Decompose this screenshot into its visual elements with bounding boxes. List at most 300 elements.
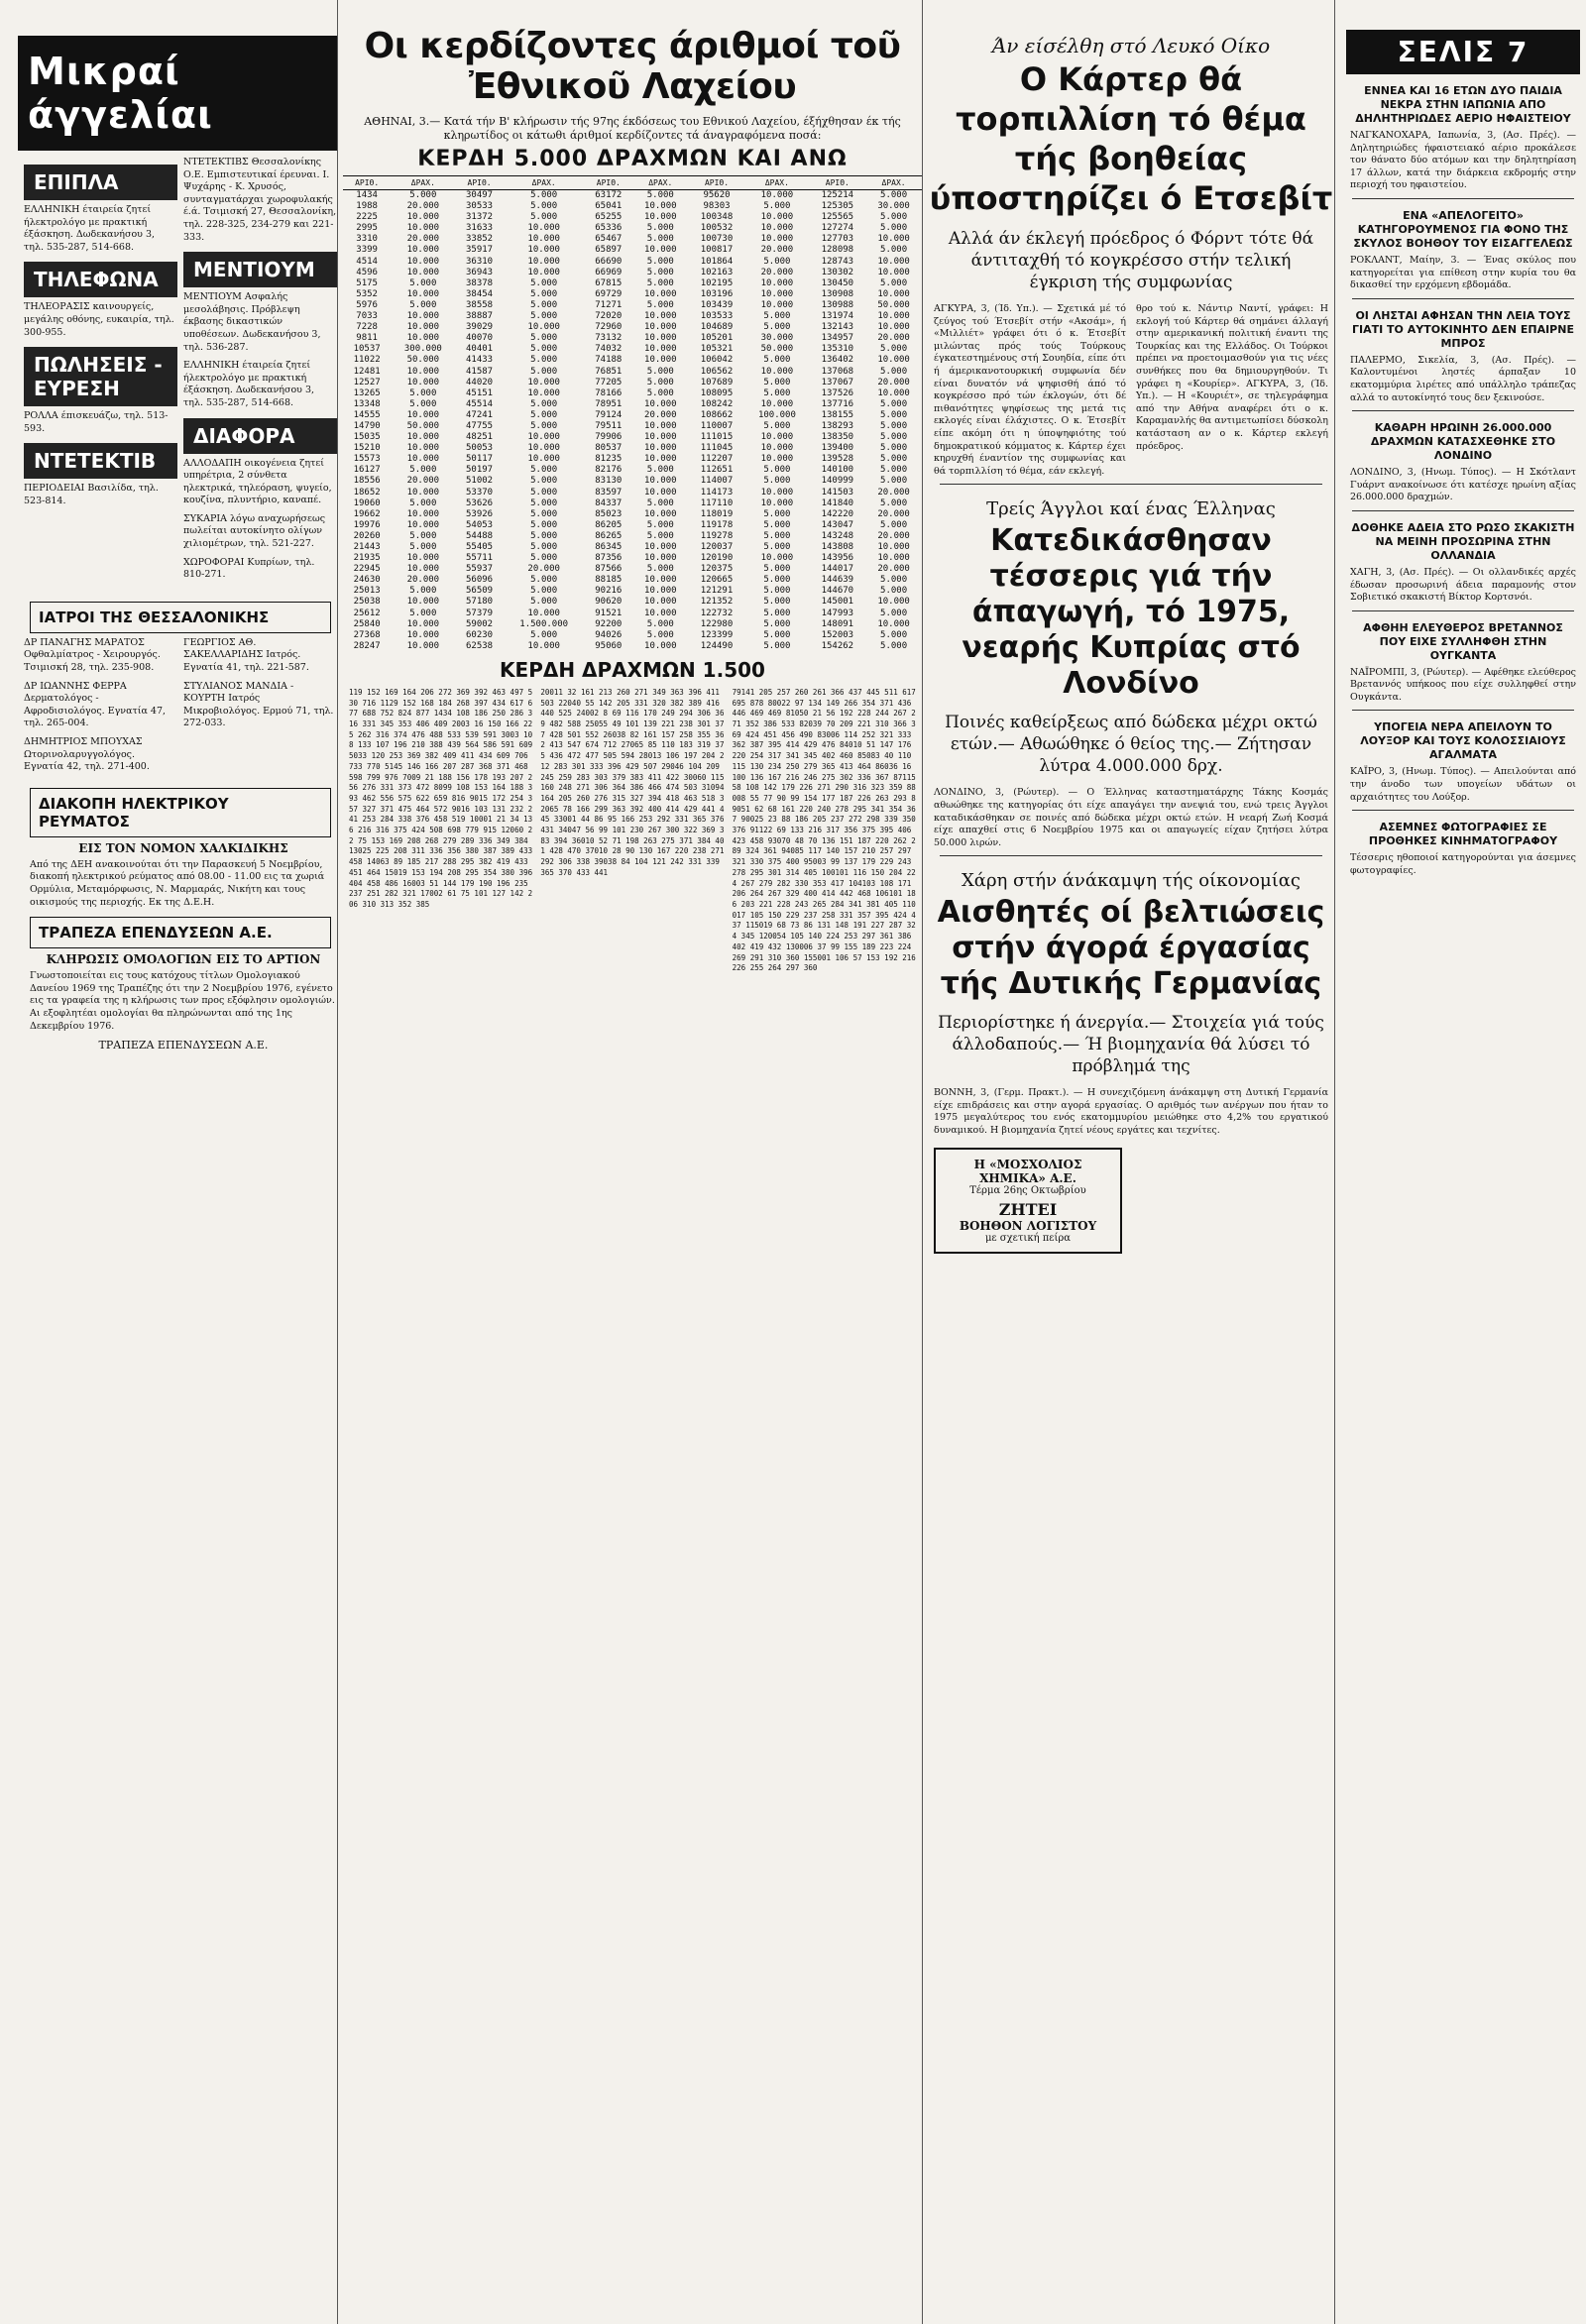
- prize-amount: 5.000: [646, 234, 674, 245]
- ticket-number: 44020: [466, 377, 494, 387]
- ticket-number: 87356: [595, 553, 623, 564]
- sidebar-item-head: ΑΣΕΜΝΕΣ ΦΩΤΟΓΡΑΦΙΕΣ ΣΕ ΠΡΟΘΗΚΕΣ ΚΙΝΗΜΑΤΟΓΡΑΦΟΥ: [1368, 821, 1558, 848]
- prize-row: [343, 630, 922, 641]
- prize-amount: 5.000: [763, 420, 791, 431]
- ticket-number: 78951: [595, 398, 623, 409]
- ticket-number: 122980: [700, 618, 734, 629]
- ticket-number: 145001: [821, 597, 854, 608]
- ticket-number: 76851: [595, 366, 623, 377]
- prize-amount: 10.000: [877, 618, 910, 629]
- prize-amount: 5.000: [880, 212, 908, 223]
- prize-amount: 10.000: [406, 311, 440, 322]
- ticket-number: 65336: [595, 223, 623, 234]
- prize-amount: 10.000: [406, 288, 440, 299]
- ticket-number: 130450: [821, 277, 854, 288]
- prize-amount: 10.000: [644, 245, 677, 256]
- prize-amount: 5.000: [530, 311, 558, 322]
- sidebar-item-head: ΕΝΑ «ΑΠΕΛΟΓΕΙΤΟ» ΚΑΤΗΓΟΡΟΥΜΕΝΟΣ ΓΙΑ ΦΟΝΟ ΤΗΣ ΣΚΥΛΟΣ ΒΟΗΘΟΥ ΤΟΥ ΕΙΣΑΓΓΕΛΕΩΣ: [1353, 208, 1573, 250]
- ticket-number: 38454: [466, 288, 494, 299]
- ticket-number: 140999: [821, 476, 854, 487]
- prize-amount: 5.000: [409, 608, 437, 618]
- ticket-number: 62538: [466, 640, 494, 651]
- prize-amount: 5.000: [646, 629, 674, 640]
- prize-amount: 10.000: [644, 508, 677, 519]
- prize-amount: 10.000: [406, 245, 440, 256]
- ticket-number: 125565: [821, 212, 854, 223]
- prize-amount: 20.000: [527, 564, 560, 575]
- prize-amount: 50.000: [406, 355, 440, 366]
- prize-amount: 5.000: [763, 618, 791, 629]
- ticket-number: 10537: [353, 344, 381, 355]
- germany-text: ΒΟΝΝΗ, 3, (Γερμ. Πρακτ.). — Η συνεχιζόμενη άνάκαμψη στη Δυτική Γερμανία είχε επιδράσεις και στην αγορά εργασίας. Ο αριθμός των ανέργων που ήταν το 1975 μεγαλύτερος του ενός εκατομμυρίου μειώθηκε στο 4,2% του εργατικού δυναμικού. Η βιομηχανία ζητεί νέους εργάτες και τεχνίτες.: [934, 1087, 1328, 1137]
- ticket-number: 27368: [353, 629, 381, 640]
- prize-row: [343, 597, 922, 608]
- ticket-number: 56509: [466, 586, 494, 597]
- ticket-number: 19060: [353, 498, 381, 508]
- prize-amount: 10.000: [877, 355, 910, 366]
- ticket-number: 30533: [466, 201, 494, 212]
- prize-amount: 10.000: [644, 398, 677, 409]
- prize-amount: 5.000: [530, 333, 558, 344]
- prize-amount: 5.000: [646, 267, 674, 277]
- sidebar-item: [1340, 421, 1586, 504]
- ticket-number: 19976: [353, 519, 381, 530]
- ticket-number: 100532: [700, 223, 734, 234]
- ticket-number: 31633: [466, 223, 494, 234]
- col-header: ΑΡΙΘ.: [585, 176, 632, 190]
- classified-ad: ΜΕΝΤΙΟΥΜ Ασφαλής μεσολάβησις. Πρόβλεψη έκβασης δικαστικών υποθέσεων. Δωδεκανήσου 3, τηλ. 536-287.: [183, 291, 321, 353]
- divider: [1352, 810, 1574, 811]
- ticket-number: 112651: [700, 465, 734, 476]
- prize-amount: 20.000: [644, 409, 677, 420]
- prize-row: [343, 586, 922, 597]
- prize-amount: 10.000: [760, 454, 794, 465]
- prize-amount: 10.000: [406, 618, 440, 629]
- prize-amount: 300.000: [403, 344, 442, 355]
- ticket-number: 111045: [700, 443, 734, 454]
- ticket-number: 39029: [466, 322, 494, 333]
- ticket-number: 72020: [595, 311, 623, 322]
- prize-amount: 10.000: [644, 476, 677, 487]
- section-ntetektiv: ΝΤΕΤΕΚΤΙΒ: [24, 443, 177, 479]
- prize-amount: 5.000: [530, 344, 558, 355]
- prize-amount: 5.000: [646, 377, 674, 387]
- ticket-number: 82176: [595, 465, 623, 476]
- ticket-number: 65467: [595, 234, 623, 245]
- col-header: ΔΡΑΧ.: [632, 176, 689, 190]
- bank-subtitle: ΚΛΗΡΩΣΙΣ ΟΜΟΛΟΓΙΩΝ ΕΙΣ ΤΟ ΑΡΤΙΟΝ: [46, 952, 321, 967]
- ticket-number: 101864: [700, 256, 734, 267]
- prize-amount: 5.000: [530, 420, 558, 431]
- prize-amount: 5.000: [409, 498, 437, 508]
- prize-amount: 10.000: [406, 640, 440, 651]
- kidnap-kicker: Τρείς Άγγλοι καί ένας Έλληνας: [986, 498, 1276, 520]
- ticket-number: 80537: [595, 443, 623, 454]
- prize-amount: 5.000: [646, 299, 674, 310]
- prize-amount: 10.000: [877, 322, 910, 333]
- prize-amount: 5.000: [880, 245, 908, 256]
- ticket-number: 7033: [356, 311, 378, 322]
- prize-amount: 10.000: [760, 398, 794, 409]
- ticket-number: 67815: [595, 277, 623, 288]
- ticket-number: 114173: [700, 487, 734, 498]
- prize-row: [343, 443, 922, 454]
- prize-row: [343, 564, 922, 575]
- bank-notice: [0, 952, 337, 1051]
- kidnap-text: ΛΟΝΔΙΝΟ, 3, (Ρώυτερ). — Ο Έλληνας καταστηματάρχης Τάκης Κοσμάς αθωώθηκε της κατηγορίας ότι είχε απαγάγει την ανεψιά του, ενώ τρεις Άγγλοι καταδικάσθηκαν σε ποινές από δώδεκα μέχρι οκτώ ετών. Η νεαρή Ζωή Κοσμά είχε απαχθεί στις 6 Νοεμβρίου 1975 και οι απαγωγείς είχαν ζητήσει λύτρα 50.000 λιρών.: [934, 787, 1328, 848]
- prize-amount: 10.000: [760, 443, 794, 454]
- ticket-number: 5976: [356, 299, 378, 310]
- prize-amount: 5.000: [880, 366, 908, 377]
- prize-amount: 5.000: [409, 530, 437, 541]
- news-column: [928, 0, 1335, 2324]
- prize-amount: 10.000: [877, 234, 910, 245]
- prize-amount: 10.000: [644, 333, 677, 344]
- ticket-number: 14790: [353, 420, 381, 431]
- ticket-number: 84337: [595, 498, 623, 508]
- ticket-number: 22945: [353, 564, 381, 575]
- prize-row: [343, 367, 922, 378]
- ticket-number: 127703: [821, 234, 854, 245]
- ticket-number: 107689: [700, 377, 734, 387]
- ticket-number: 47755: [466, 420, 494, 431]
- ticket-number: 100730: [700, 234, 734, 245]
- prize-amount: 5.000: [880, 344, 908, 355]
- ticket-number: 50117: [466, 454, 494, 465]
- power-outage-notice: [0, 841, 337, 909]
- ticket-number: 111015: [700, 432, 734, 443]
- prize-amount: 10.000: [644, 443, 677, 454]
- sidebar-item-head: ΔΟΘΗΚΕ ΑΔΕΙΑ ΣΤΟ ΡΩΣΟ ΣΚΑΚΙΣΤΗ ΝΑ ΜΕΙΝΗ ΠΡΟΣΩΡΙΝΑ ΣΤΗΝ ΟΛΛΑΝΔΙΑ: [1351, 520, 1575, 562]
- prize-amount: 10.000: [527, 322, 560, 333]
- germany-body: [928, 1087, 1334, 1137]
- ticket-number: 40070: [466, 333, 494, 344]
- col-header: ΔΡΑΧ.: [865, 176, 922, 190]
- prize-row: [343, 609, 922, 619]
- prize-row: [343, 257, 922, 268]
- prize-amount: 10.000: [760, 234, 794, 245]
- ticket-number: 38378: [466, 277, 494, 288]
- lottery-column: [343, 0, 923, 2324]
- ticket-number: 100817: [700, 245, 734, 256]
- ticket-number: 94026: [595, 629, 623, 640]
- ticket-number: 30497: [466, 190, 494, 200]
- sidebar-item: [1340, 720, 1586, 804]
- ticket-number: 141503: [821, 487, 854, 498]
- prize-amount: 10.000: [527, 234, 560, 245]
- carter-text-right: θρο τού κ. Νάντιρ Ναντί, γράφει: Η εκλογή τού Κάρτερ θά σημάνει άλλαγή στην αμερικανική πολιτική έναντι της Τουρκίας και της Ελλάδος. Οι Τούρκοι πρέπει να προετοιμασθούν για τις νέες συνθήκες που θα δημιουργηθούν. Τι γράφει η «Κουρίερ». ΑΓΚΥΡΑ, 3, (Ίδ. Υπ.). — Η «Κουριέτ», σε τηλεγράφημα από την Αθήνα αναφέρει ότι ο κ. Καραμανλής θα αντιμετωπίσει δύσκολη κατάσταση αν ο κ. Κάρτερ εκλεγή πρόεδρος.: [1136, 303, 1328, 452]
- prize-amount: 5.000: [763, 377, 791, 387]
- doctor-entry: ΔΡ ΙΩΑΝΝΗΣ ΦΕΡΡΑ Δερματολόγος - Αφροδισιολόγος. Εγνατία 47, τηλ. 265-004.: [24, 680, 167, 729]
- prize-amount: 5.000: [880, 443, 908, 454]
- ticket-number: 110007: [700, 420, 734, 431]
- kidnap-deck: Ποινές καθείρξεως από δώδεκα μέχρι οκτώ ετών.— Αθωώθηκε ό θείος της.— Ζήτησαν λύτρα 4.000.000 δρχ.: [945, 713, 1317, 777]
- prize-amount: 5.000: [530, 508, 558, 519]
- prize-row: [343, 531, 922, 542]
- ticket-number: 35917: [466, 245, 494, 256]
- ticket-number: 24630: [353, 575, 381, 586]
- prize-amount: 20.000: [877, 333, 910, 344]
- prize-amount: 10.000: [406, 409, 440, 420]
- prize-amount: 5.000: [880, 409, 908, 420]
- ticket-number: 140100: [821, 465, 854, 476]
- ticket-number: 85023: [595, 508, 623, 519]
- prize-amount: 10.000: [406, 508, 440, 519]
- carter-text-left: ΑΓΚΥΡΑ, 3, (Ίδ. Υπ.). — Σχετικά μέ τό ζεύγος τού Έτσεβίτ στήν «Ακσάμ», ή «Μιλλιέτ» γράφει ότι ό κ. Έτσεβίτ μιλώντας πρός τούς Τούρκους έγκατεστημένους στή Σουηδία, είπε ότι ή άμερικανοτουρκική συμφωνία δέν είναι δυνατόν νά ψηφισθή άπό τό κογκρέσσο πρό τών έκλογών, ότι δέ πιθανότητες ψηφίσεως της μετά τις εκλογές είναι έλάχιστες. Ο κ. Έτσεβίτ είπε ακόμη ότι η ύποψηφιότης τού δημοκρατικού κόμματος κ. Κάρτερ έχει κηρυχθή έναντίον της συμφωνίας και θά τορπιλλίση τό θέμα, εάν εκλεγή.: [934, 303, 1126, 477]
- ticket-number: 25013: [353, 586, 381, 597]
- prize-amount: 5.000: [880, 476, 908, 487]
- ticket-number: 136402: [821, 355, 854, 366]
- prize-amount: 10.000: [644, 355, 677, 366]
- prize-row: [343, 278, 922, 289]
- ticket-number: 119278: [700, 530, 734, 541]
- ticket-number: 125214: [821, 190, 854, 200]
- ticket-number: 57379: [466, 608, 494, 618]
- classified-ad: ΠΕΡΙΟΔΕΙΑΙ Βασιλίδα, τηλ. 523-814.: [24, 483, 159, 506]
- ticket-number: 71271: [595, 299, 623, 310]
- ticket-number: 120375: [700, 564, 734, 575]
- doctor-entry: ΣΤΥΛΙΑΝΟΣ ΜΑΝΔΙΑ - ΚΟΥΡΤΗ Ιατρός Μικροβιολόγος. Ερμού 71, τηλ. 272-033.: [183, 680, 334, 729]
- prize-amount: 5.000: [880, 432, 908, 443]
- sidebar-item: [1340, 821, 1586, 877]
- ticket-number: 130908: [821, 288, 854, 299]
- job-ad-address: Τέρμα 26ης Οκτωβρίου: [969, 1184, 1086, 1196]
- prize-amount: 5.000: [880, 465, 908, 476]
- sidebar-item: [1340, 209, 1586, 292]
- ticket-number: 45514: [466, 398, 494, 409]
- col-header: ΔΡΑΧ.: [744, 176, 809, 190]
- ticket-number: 48251: [466, 432, 494, 443]
- prize-amount: 10.000: [644, 322, 677, 333]
- prize-amount: 10.000: [406, 377, 440, 387]
- ticket-number: 66969: [595, 267, 623, 277]
- ticket-number: 119178: [700, 519, 734, 530]
- prize-amount: 20.000: [760, 245, 794, 256]
- prize-amount: 20.000: [877, 487, 910, 498]
- ticket-number: 72960: [595, 322, 623, 333]
- section-diafora: ΔΙΑΦΟΡΑ: [183, 418, 337, 454]
- ticket-number: 106042: [700, 355, 734, 366]
- prize-table-body: [343, 190, 922, 652]
- prize-amount: 10.000: [644, 542, 677, 552]
- prize-amount: 10.000: [406, 454, 440, 465]
- germany-deck: Περιορίστηκε ή άνεργία.— Στοιχεία γιά τούς άλλοδαπούς.— Ή βιομηχανία θά λύσει τό πρόβλημά της: [938, 1013, 1324, 1077]
- prize-amount: 50.000: [760, 344, 794, 355]
- prize-amount: 10.000: [644, 212, 677, 223]
- ticket-number: 65255: [595, 212, 623, 223]
- prize-amount: 5.000: [763, 629, 791, 640]
- prize-table: [343, 175, 922, 652]
- ticket-number: 121352: [700, 597, 734, 608]
- prize-row: [343, 201, 922, 212]
- carter-kicker: Άν είσέλθη στό Λευκό Οίκο: [991, 34, 1271, 57]
- ticket-number: 102163: [700, 267, 734, 277]
- prize-amount: 10.000: [644, 640, 677, 651]
- ticket-number: 45151: [466, 387, 494, 398]
- carter-body: [928, 303, 1334, 478]
- prize-amount: 50.000: [406, 420, 440, 431]
- prize-amount: 5.000: [530, 586, 558, 597]
- prize-amount: 50.000: [877, 299, 910, 310]
- divider: [1352, 198, 1574, 199]
- ticket-number: 83597: [595, 487, 623, 498]
- ticket-number: 79124: [595, 409, 623, 420]
- prize-amount: 10.000: [406, 564, 440, 575]
- ticket-number: 87566: [595, 564, 623, 575]
- ticket-number: 138293: [821, 420, 854, 431]
- job-ad-company: Η «ΜΟΣΧΟΛΙΟΣ ΧΗΜΙΚΑ» Α.Ε.: [973, 1157, 1082, 1185]
- doctor-entry: ΓΕΩΡΓΙΟΣ ΑΘ. ΣΑΚΕΛΛΑΡΙΔΗΣ Ιατρός. Εγνατία 41, τηλ. 221-587.: [183, 636, 309, 674]
- ticket-number: 103439: [700, 299, 734, 310]
- prize-row: [343, 399, 922, 410]
- prize-amount: 30.000: [877, 201, 910, 212]
- sidebar-item-text: Τέσσερις ηθοποιοί κατηγορούνται για άσεμνες φωτογραφίες.: [1350, 852, 1576, 876]
- prize-amount: 5.000: [646, 190, 674, 200]
- ticket-number: 103533: [700, 311, 734, 322]
- prize-amount: 5.000: [530, 498, 558, 508]
- prize-amount: 10.000: [877, 267, 910, 277]
- ticket-number: 21935: [353, 553, 381, 564]
- prize-row: [343, 498, 922, 509]
- section-poliseis: ΠΩΛΗΣΕΙΣ - ΕΥΡΕΣΗ: [24, 347, 177, 406]
- prize-amount: 5.000: [530, 530, 558, 541]
- prize-amount: 5.000: [530, 465, 558, 476]
- prize-amount: 5.000: [530, 277, 558, 288]
- ticket-number: 135310: [821, 344, 854, 355]
- col-header: ΑΡΙΘ.: [455, 176, 503, 190]
- sidebar-item: [1340, 309, 1586, 404]
- prize-amount: 10.000: [406, 432, 440, 443]
- ticket-number: 65897: [595, 245, 623, 256]
- prize-amount: 5.000: [530, 299, 558, 310]
- classified-ad: ΕΛΛΗΝΙΚΗ έταιρεία ζητεί ήλεκτρολόγο με πρακτική έξάσκηση. Δωδεκανήσου 3, τηλ. 535-287, 514-668.: [24, 204, 156, 253]
- prize-amount: 10.000: [760, 498, 794, 508]
- ticket-number: 4596: [356, 267, 378, 277]
- prize-amount: 5.000: [763, 508, 791, 519]
- prize-amount: 10.000: [760, 277, 794, 288]
- prize-row: [343, 223, 922, 234]
- kidnap-body: [928, 787, 1334, 849]
- divider: [1352, 298, 1574, 299]
- ticket-number: 9811: [356, 333, 378, 344]
- ticket-number: 41587: [466, 366, 494, 377]
- prize-amount: 10.000: [760, 223, 794, 234]
- ticket-number: 36310: [466, 256, 494, 267]
- ticket-number: 108242: [700, 398, 734, 409]
- prize-amount: 5.000: [530, 575, 558, 586]
- prize-amount: 5.000: [409, 277, 437, 288]
- ticket-number: 53626: [466, 498, 494, 508]
- prize-amount: 5.000: [530, 487, 558, 498]
- prize-amount: 5.000: [880, 640, 908, 651]
- ticket-number: 98303: [703, 201, 731, 212]
- ticket-number: 54488: [466, 530, 494, 541]
- ticket-number: 100348: [700, 212, 734, 223]
- prize-amount: 5.000: [646, 498, 674, 508]
- prize-amount: 10.000: [406, 629, 440, 640]
- prize-row: [343, 245, 922, 256]
- ticket-number: 154262: [821, 640, 854, 651]
- ticket-number: 90620: [595, 597, 623, 608]
- sidebar-item-head: ΚΑΘΑΡΗ ΗΡΩΙΝΗ 26.000.000 ΔΡΑΧΜΩΝ ΚΑΤΑΣΧΕΘΗΚΕ ΣΤΟ ΛΟΝΔΙΝΟ: [1370, 421, 1556, 463]
- ticket-number: 1434: [356, 190, 378, 200]
- kidnap-headline: Κατεδικάσθησαν τέσσερις γιά τήν άπαγωγή, τό 1975, νεαρής Κυπρίας στό Λονδίνο: [962, 523, 1301, 702]
- prize-amount: 5.000: [763, 608, 791, 618]
- ticket-number: 143808: [821, 542, 854, 552]
- ticket-number: 3399: [356, 245, 378, 256]
- ticket-number: 143248: [821, 530, 854, 541]
- divider: [1352, 510, 1574, 511]
- prize-amount: 10.000: [644, 575, 677, 586]
- ticket-number: 41433: [466, 355, 494, 366]
- ticket-number: 56096: [466, 575, 494, 586]
- prize-amount: 5.000: [763, 575, 791, 586]
- ticket-number: 143047: [821, 519, 854, 530]
- classified-ad: ΑΛΛΟΔΑΠΗ οικογένεια ζητεί υπηρέτρια, 2 σύνθετα ηλεκτρικά, τηλεόραση, ψυγείο, κουζίνα, πλυντήριο, καναπέ.: [183, 457, 332, 506]
- ticket-number: 134957: [821, 333, 854, 344]
- prize-row: [343, 488, 922, 498]
- ticket-number: 28247: [353, 640, 381, 651]
- ticket-number: 53926: [466, 508, 494, 519]
- prize-row: [343, 333, 922, 344]
- ticket-number: 33852: [466, 234, 494, 245]
- prize-amount: 5.000: [409, 387, 437, 398]
- ticket-number: 40401: [466, 344, 494, 355]
- prize-amount: 10.000: [760, 190, 794, 200]
- ticket-number: 148091: [821, 618, 854, 629]
- job-ad-seeks: ΖΗΤΕΙ: [998, 1199, 1058, 1219]
- prize-amount: 20.000: [877, 377, 910, 387]
- sidebar-item-head: ΑΦΘΗΗ ΕΛΕΥΘΕΡΟΣ ΒΡΕΤΑΝΝΟΣ ΠΟΥ ΕΙΧΕ ΣΥΛΛΗΦΘΗ ΣΤΗΝ ΟΥΓΚΑΝΤΑ: [1363, 620, 1563, 662]
- prize-amount: 5.000: [530, 288, 558, 299]
- ticket-number: 63172: [595, 190, 623, 200]
- prize-amount: 5.000: [530, 366, 558, 377]
- classified-ad: ΤΗΛΕΟΡΑΣΙΣ καινουργείς, μεγάλης οθόνης, ευκαιρία, τηλ. 300-955.: [24, 301, 174, 338]
- ticket-number: 123399: [700, 629, 734, 640]
- prize-amount: 100.000: [757, 409, 796, 420]
- sidebar-item-text: ΚΑΪΡΟ, 3, (Ηνωμ. Τύπος). — Απειλούνται από την άνοδο των υπογείων υδάτων οι αρχαιότητες του Λούξορ.: [1350, 766, 1576, 803]
- ticket-number: 118019: [700, 508, 734, 519]
- prize-amount: 5.000: [646, 366, 674, 377]
- ticket-number: 142220: [821, 508, 854, 519]
- ticket-number: 122732: [700, 608, 734, 618]
- prize-amount: 10.000: [644, 608, 677, 618]
- prize-amount: 5.000: [763, 564, 791, 575]
- ticket-number: 79511: [595, 420, 623, 431]
- ticket-number: 143956: [821, 553, 854, 564]
- ticket-number: 102195: [700, 277, 734, 288]
- prize-row: [343, 454, 922, 465]
- ticket-number: 105321: [700, 344, 734, 355]
- ticket-number: 15210: [353, 443, 381, 454]
- prize-amount: 5.000: [763, 519, 791, 530]
- prize-amount: 5.000: [763, 322, 791, 333]
- ticket-number: 121291: [700, 586, 734, 597]
- ticket-number: 79906: [595, 432, 623, 443]
- sidebar-item: [1340, 521, 1586, 605]
- classified-ad: ΡΟΛΛΑ έπισκευάζω, τηλ. 513-593.: [24, 410, 169, 434]
- prize-row: [343, 575, 922, 586]
- prize-amount: 10.000: [644, 288, 677, 299]
- ticket-number: 53370: [466, 487, 494, 498]
- classifieds-masthead: Μικραί άγγελίαι: [18, 36, 337, 151]
- col-header: ΔΡΑΧ.: [504, 176, 585, 190]
- ticket-number: 112207: [700, 454, 734, 465]
- ticket-number: 144670: [821, 586, 854, 597]
- prize-amount: 5.000: [880, 608, 908, 618]
- prize-amount: 5.000: [763, 201, 791, 212]
- ticket-number: 50197: [466, 465, 494, 476]
